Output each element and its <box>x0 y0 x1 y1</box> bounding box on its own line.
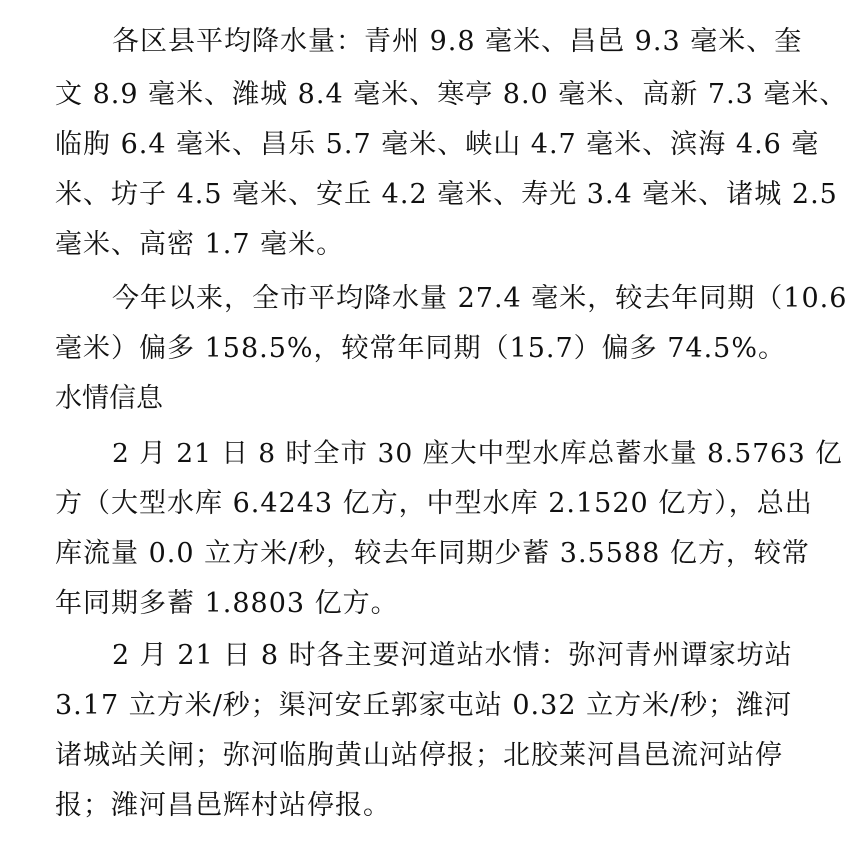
paragraph-county-rainfall-line-3: 临朐 6.4 毫米、昌乐 5.7 毫米、峡山 4.7 毫米、滨海 4.6 毫 <box>55 129 820 160</box>
section-title-water-info: 水情信息 <box>55 383 163 414</box>
paragraph-reservoir-line-4: 年同期多蓄 1.8803 亿方。 <box>55 588 399 619</box>
paragraph-county-rainfall-line-5: 毫米、高密 1.7 毫米。 <box>55 229 345 260</box>
paragraph-river-line-3: 诸城站关闸；弥河临朐黄山站停报；北胶莱河昌邑流河站停 <box>55 740 783 771</box>
paragraph-ytd-rainfall-line-1: 今年以来，全市平均降水量 27.4 毫米，较去年同期（10.6 <box>112 283 848 314</box>
paragraph-river-line-4: 报；潍河昌邑辉村站停报。 <box>55 790 391 821</box>
paragraph-county-rainfall-line-4: 米、坊子 4.5 毫米、安丘 4.2 毫米、寿光 3.4 毫米、诸城 2.5 <box>55 179 838 210</box>
paragraph-county-rainfall-line-2: 文 8.9 毫米、潍城 8.4 毫米、寒亭 8.0 毫米、高新 7.3 毫米、 <box>55 79 848 110</box>
paragraph-reservoir-line-3: 库流量 0.0 立方米/秒，较去年同期少蓄 3.5588 亿方，较常 <box>55 538 810 569</box>
paragraph-reservoir-line-1: 2 月 21 日 8 时全市 30 座大中型水库总蓄水量 8.5763 亿 <box>112 438 843 469</box>
paragraph-river-line-1: 2 月 21 日 8 时各主要河道站水情：弥河青州谭家坊站 <box>112 640 793 671</box>
paragraph-reservoir-line-2: 方（大型水库 6.4243 亿方，中型水库 2.1520 亿方），总出 <box>55 488 813 519</box>
paragraph-river-line-2: 3.17 立方米/秒；渠河安丘郭家屯站 0.32 立方米/秒；潍河 <box>55 690 793 721</box>
paragraph-ytd-rainfall-line-2: 毫米）偏多 158.5%，较常年同期（15.7）偏多 74.5%。 <box>55 333 787 364</box>
paragraph-county-rainfall-line-1: 各区县平均降水量：青州 9.8 毫米、昌邑 9.3 毫米、奎 <box>112 26 803 57</box>
